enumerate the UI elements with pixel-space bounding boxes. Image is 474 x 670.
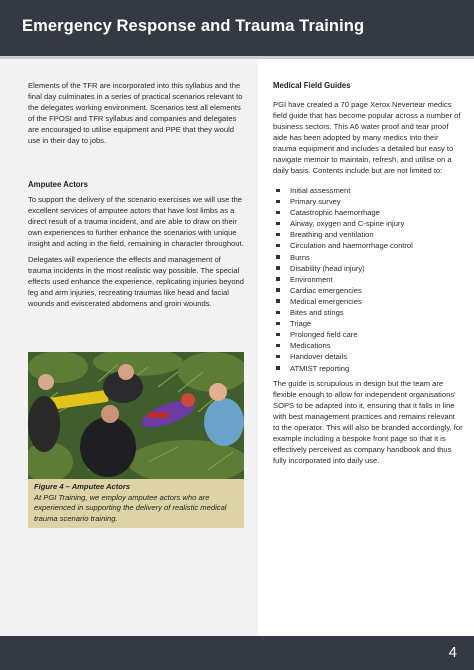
contents-list-item: ATMIST reporting — [273, 363, 463, 374]
page-header — [0, 0, 474, 59]
contents-list-item: Airway, oxygen and C-spine injury — [273, 218, 463, 229]
field-guide-paragraph-1: PGI have created a 70 page Xerox Nevertear medics field guide that has become popular across a number of business sectors. This A6 water proof and tear proof aide has been adopted by many medics into their trauma equipment and includes a detailed but easy to navigate memoir to maintain, refresh, and utilise on a daily basis. Contents include but are not limited to: — [273, 100, 461, 175]
page-title: Emergency Response and Trauma Training — [22, 17, 365, 35]
contents-list-item: Medical emergencies — [273, 296, 463, 307]
amputee-paragraph-2: Delegates will experience the effects and management of trauma incidents in the most realistic way possible. The special effects used enhance the experience, replicating injuries beyond leg and arm injuries, recreating traumas like head and facial wounds and eviscerated abdomens and groin wounds. — [28, 255, 245, 308]
page-number: 4 — [448, 644, 457, 661]
contents-bullet-list — [273, 185, 463, 374]
contents-list-item: Disability (head injury) — [273, 263, 463, 274]
contents-list-item: Triage — [273, 318, 463, 329]
contents-list-item: Primary survey — [273, 196, 463, 207]
contents-list-item: Catastrophic haemorrhage — [273, 207, 463, 218]
medical-field-guides-section — [273, 81, 463, 466]
intro-paragraph-block — [28, 80, 244, 146]
page-footer — [0, 636, 474, 670]
figure-caption-text: At PGI Training, we employ amputee actors who are experienced in supporting the delivery of realistic medical trauma scenario training. — [34, 492, 227, 523]
figure-caption — [28, 479, 244, 528]
amputee-section — [28, 180, 244, 309]
amputee-paragraph-1: To support the delivery of the scenario exercises we will use the excellent services of amputee actors that have lost limbs as a direct result of a trauma incident, and are able to draw on their own experiences to further enhance the scenarios with unique insight and acting in the field, remaining in character throughout. — [28, 195, 244, 248]
medical-field-guides-heading: Medical Field Guides — [273, 81, 351, 90]
amputee-actors-photo — [28, 352, 244, 479]
field-guide-paragraph-2: The guide is scrupulous in design but the team are flexible enough to allow for independent organisations' SOPS to be adapted into it, ensuring that it falls in line with best management practices and remains relevant to the operator. This will also be branded accordingly, for example including a bespoke front page so that it is effectively perceived as company handbook and thus fully incorporated into daily use. — [273, 378, 463, 465]
intro-paragraph: Elements of the TFR are incorporated into this syllabus and the final day culminates in a series of practical scenarios relevant to the delegates working environment. Scenarios test all elements of the FPOSI and TFR syllabus and companies and delegates are encouraged to utilise equipment and PPE that they would use in their day to jobs. — [28, 81, 243, 145]
amputee-heading: Amputee Actors — [28, 180, 88, 189]
contents-list-item: Burns — [273, 252, 463, 263]
figure-caption-title: Figure 4 – Amputee Actors — [34, 482, 131, 491]
contents-list-item: Breathing and ventilation — [273, 229, 463, 240]
contents-list-item: Circulation and haemorrhage control — [273, 240, 463, 251]
contents-list-item: Bites and stings — [273, 307, 463, 318]
contents-list-item: Handover details — [273, 351, 463, 362]
contents-list-item: Medications — [273, 340, 463, 351]
contents-list-item: Environment — [273, 274, 463, 285]
contents-list-item: Prolonged field care — [273, 329, 463, 340]
contents-list-item: Cardiac emergencies — [273, 285, 463, 296]
contents-list-item: Initial assessment — [273, 185, 463, 196]
